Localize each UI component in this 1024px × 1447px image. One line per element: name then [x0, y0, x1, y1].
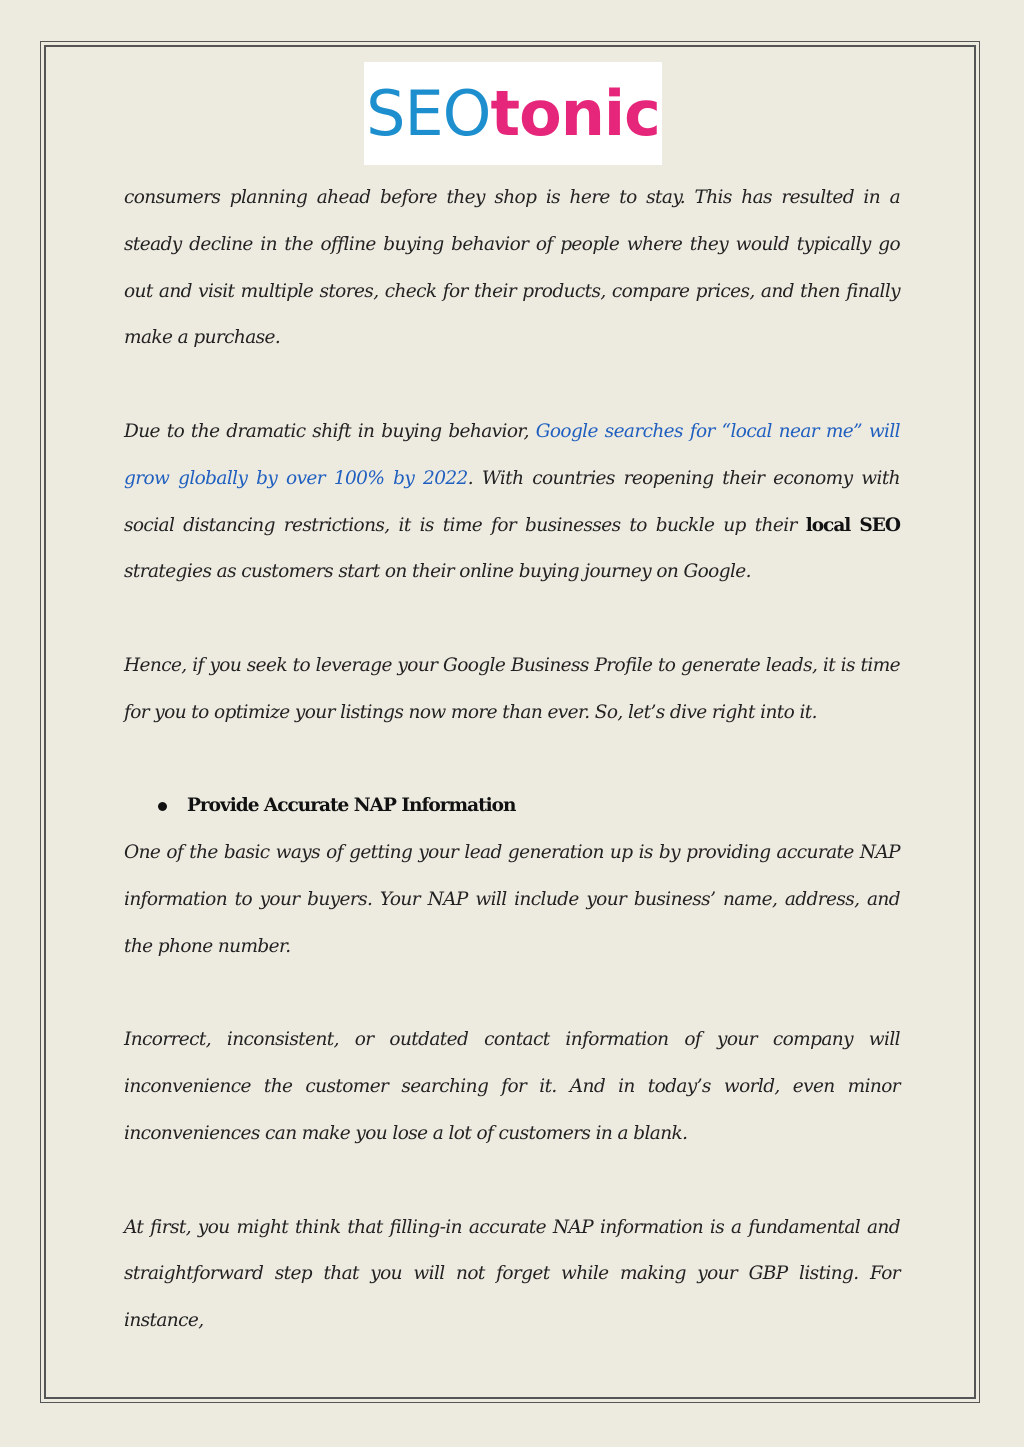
logo-text [366, 76, 660, 150]
local-seo-link[interactable]: local SEO [805, 514, 900, 536]
paragraph-3: Hence, if you seek to leverage your Google Business Profile to generate leads, it is time for you to optimize your listings now more than ever. So, let’s dive right into it. [124, 654, 900, 723]
paragraph-2 [124, 409, 900, 596]
logo-tonic-part: tonic [490, 76, 660, 150]
paragraph-2-text-middle: . With countries reopening their economy with social distancing restrictions, it is time for businesses to buckle up their [124, 467, 900, 536]
document-body [124, 175, 900, 1345]
paragraph-1: consumers planning ahead before they shop is here to stay. This has resulted in a steady decline in the offline buying behavior of people where they would typically go out and visit multiple stores, check for their products, compare prices, and then finally make a purchase. [124, 187, 900, 349]
section-heading-text: Provide Accurate NAP Information [187, 795, 516, 817]
google-searches-link[interactable]: Google searches for “local near me” will grow globally by over 100% by 2022 [124, 420, 900, 489]
paragraph-6: At first, you might think that filling-in accurate NAP information is a fundamental and straightforward step that you will not forget while making your GBP listing. For instance, [124, 1216, 900, 1332]
logo-seo-part: SEO [366, 76, 491, 150]
section-heading [124, 783, 900, 830]
paragraph-2-text-start: Due to the dramatic shift in buying behavior, [124, 420, 536, 442]
paragraph-4: One of the basic ways of getting your lead generation up is by providing accurate NAP information to your buyers. Your NAP will include your business’ name, address, and the phone number. [124, 842, 900, 957]
bullet-icon [158, 802, 167, 811]
paragraph-5: Incorrect, inconsistent, or outdated contact information of your company will inconvenience the customer searching for it. And in today’s world, even minor inconveniences can make you lose a lot of customers in a blank. [124, 1029, 900, 1144]
paragraph-2-text-end: strategies as customers start on their online buying journey on Google. [124, 561, 751, 583]
seotonic-logo [364, 62, 662, 165]
